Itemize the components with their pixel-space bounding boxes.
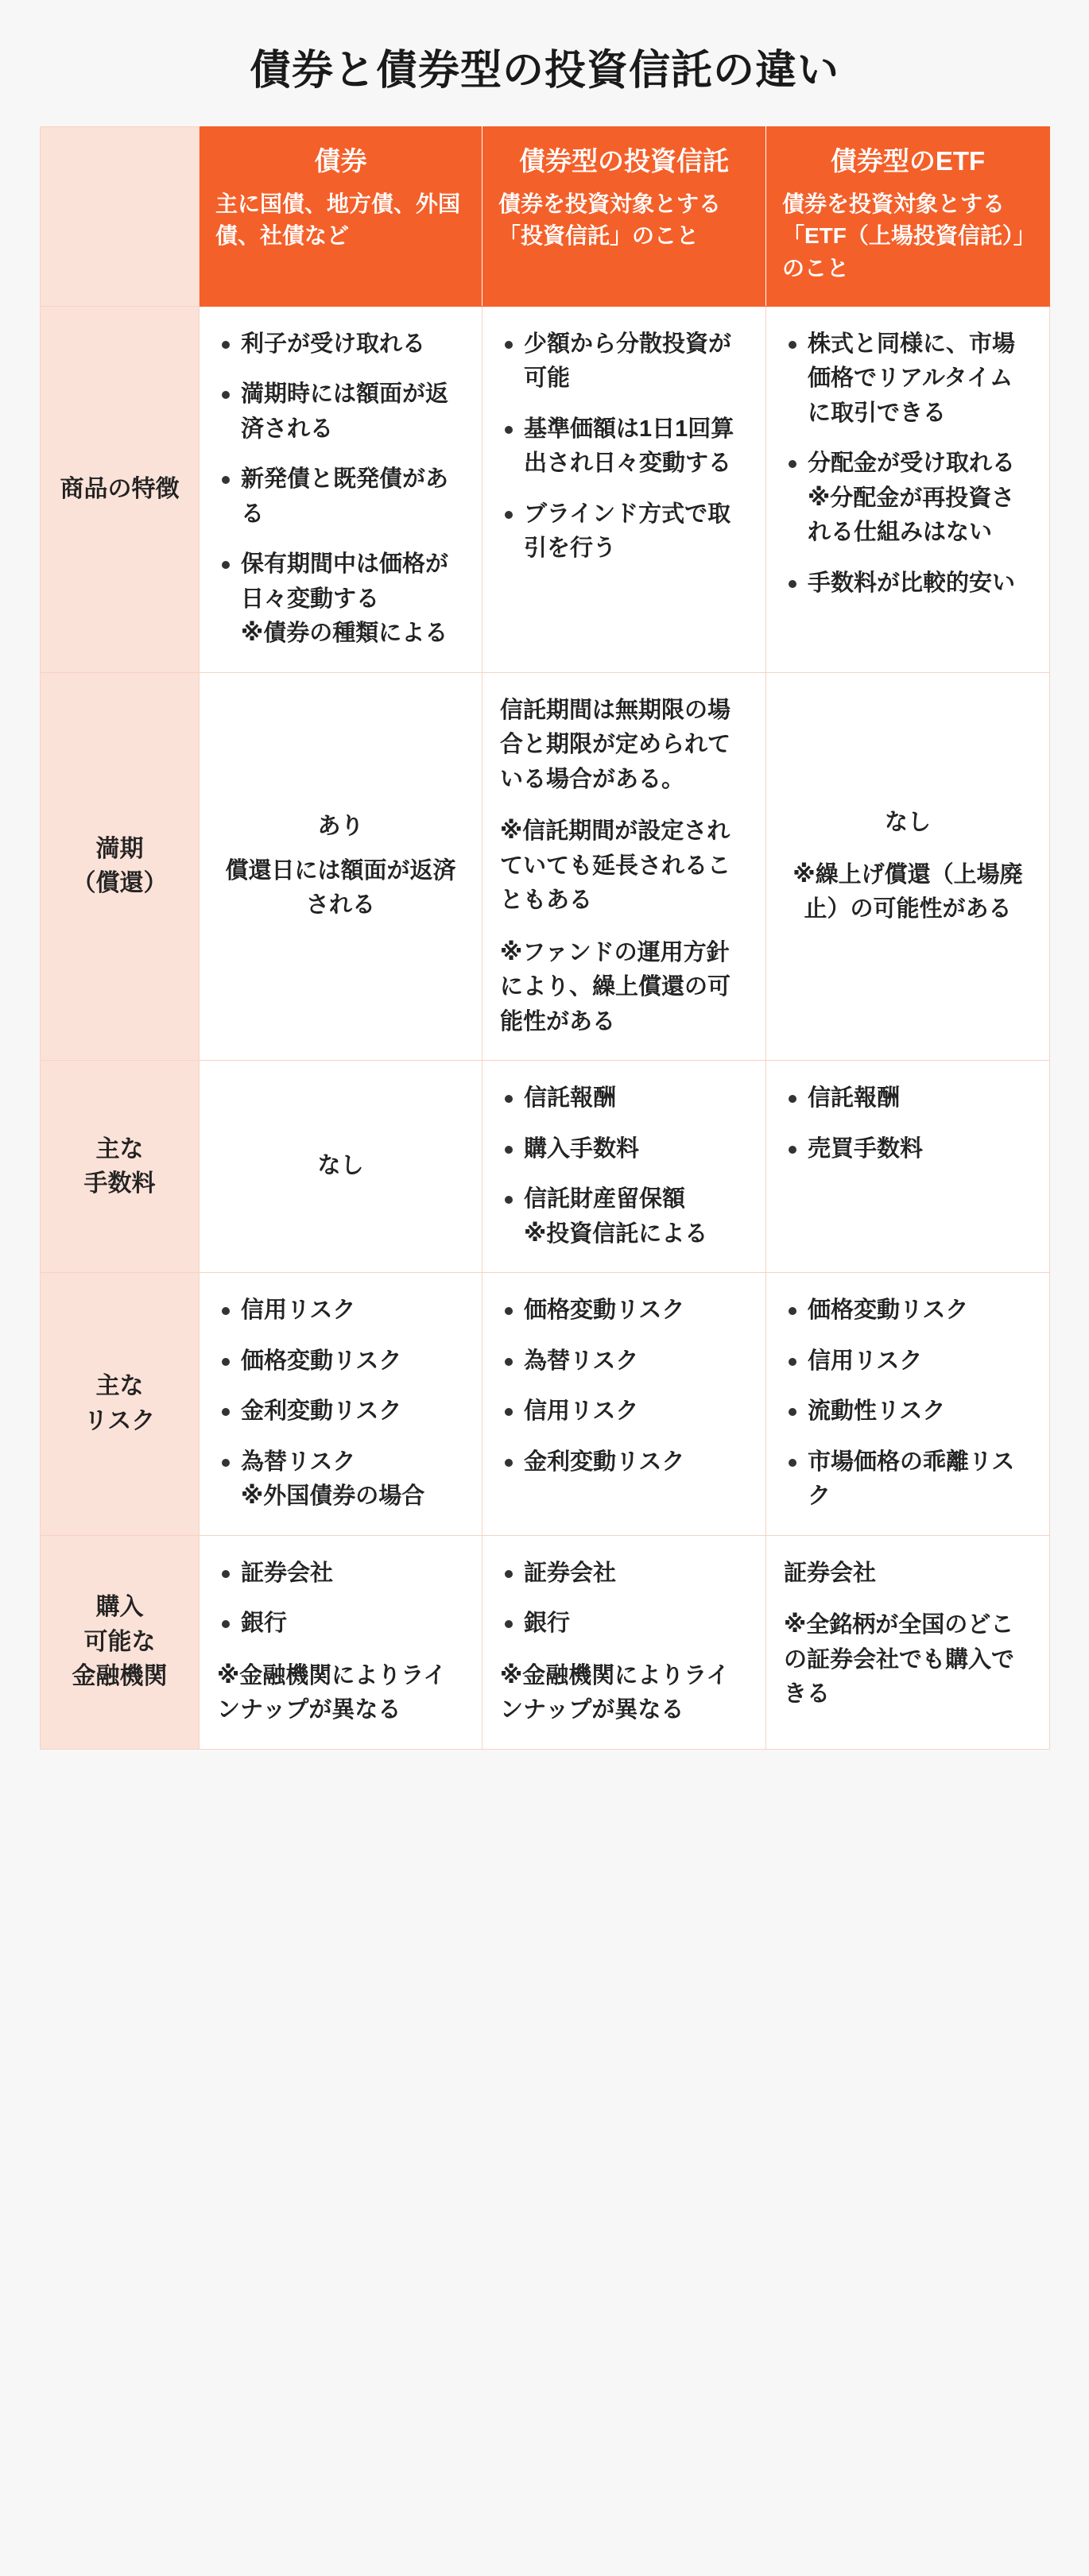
list-item: 信用リスク <box>500 1394 748 1429</box>
table-cell <box>200 306 482 672</box>
list-item: 証券会社 <box>500 1557 748 1592</box>
table-row <box>41 1061 1050 1273</box>
cell-note: ※外国債券の場合 <box>241 1483 425 1510</box>
list-item: 購入手数料 <box>500 1132 748 1167</box>
column-subtitle: 債券を投資対象とする「投資信託」のこと <box>498 191 722 249</box>
list-item: 流動性リスク <box>784 1394 1032 1429</box>
column-header-bond <box>200 127 482 307</box>
table-row <box>41 1273 1050 1536</box>
cell-note: ※分配金が再投資される仕組みはない <box>808 485 1015 546</box>
list-item: 保有期間中は価格が日々変動する ※債券の種類による <box>217 547 464 652</box>
table-row <box>41 1535 1050 1749</box>
row-header: 主な リスク <box>41 1273 200 1536</box>
table-cell <box>766 1273 1050 1536</box>
cell-note: ※債券の種類による <box>241 621 448 647</box>
list-item: 市場価格の乖離リスク <box>784 1445 1032 1514</box>
table-corner-cell <box>41 127 200 307</box>
list-item: 為替リスク <box>500 1344 748 1379</box>
list-item: 売買手数料 <box>784 1132 1032 1167</box>
column-header-bond-etf <box>766 127 1050 307</box>
table-cell <box>766 672 1050 1061</box>
bullet-list <box>500 1294 748 1479</box>
table-cell <box>482 1061 766 1273</box>
table-cell <box>200 1273 482 1536</box>
row-header: 満期 （償還） <box>41 672 200 1061</box>
cell-paragraph: ※ファンドの運用方針により、繰上償還の可能性がある <box>500 939 731 1035</box>
table-cell <box>482 1273 766 1536</box>
header-row <box>41 127 1050 307</box>
table-cell <box>200 672 482 1061</box>
list-item: 基準価額は1日1回算出され日々変動する <box>500 412 748 482</box>
comparison-table-wrapper <box>40 126 1049 1750</box>
list-item: 信託報酬 <box>500 1081 748 1116</box>
list-item: 新発債と既発債がある <box>217 462 464 532</box>
column-header-bond-fund <box>482 127 766 307</box>
list-item: 利子が受け取れる <box>217 327 464 362</box>
table-body <box>41 306 1050 1749</box>
list-item: ブラインド方式で取引を行う <box>500 497 748 567</box>
cell-note: ※投資信託による <box>524 1220 708 1247</box>
list-item: 証券会社 <box>217 1557 464 1592</box>
list-item: 満期時には額面が返済される <box>217 377 464 447</box>
cell-text: あり 償還日には額面が返済される <box>217 810 464 923</box>
table-cell <box>200 1061 482 1273</box>
cell-paragraph: ※信託期間が設定されていても延長されることもある <box>500 818 731 914</box>
bullet-list <box>500 1081 748 1251</box>
cell-note: ※金融機関によりラインナップが異なる <box>500 1662 730 1723</box>
bullet-list <box>217 1557 464 1642</box>
cell-subtext: 償還日には額面が返済される <box>225 857 456 919</box>
table-cell <box>200 1535 482 1749</box>
list-item: 価格変動リスク <box>217 1344 464 1379</box>
list-item: 株式と同様に、市場価格でリアルタイムに取引できる <box>784 327 1032 431</box>
cell-text: 証券会社 <box>784 1560 877 1586</box>
table-cell <box>482 672 766 1061</box>
list-item: 銀行 <box>217 1607 464 1642</box>
list-item: 金利変動リスク <box>500 1445 748 1480</box>
list-item: 価格変動リスク <box>500 1294 748 1329</box>
list-item: 分配金が受け取れる ※分配金が再投資される仕組みはない <box>784 447 1032 551</box>
table-cell <box>766 306 1050 672</box>
table-cell <box>482 306 766 672</box>
column-subtitle: 主に国債、地方債、外国債、社債など <box>215 191 461 249</box>
column-subtitle: 債券を投資対象とする「ETF（上場投資信託）」のこと <box>782 191 1025 281</box>
list-item: 金利変動リスク <box>217 1394 464 1429</box>
table-header <box>41 127 1050 307</box>
table-cell <box>482 1535 766 1749</box>
cell-text: なし <box>884 810 931 836</box>
table-row <box>41 306 1050 672</box>
cell-note: ※全銘柄が全国のどこの証券会社でも購入できる <box>784 1612 1015 1708</box>
cell-text: なし <box>317 1153 364 1179</box>
bullet-list <box>784 1294 1032 1514</box>
column-title: 債券型の投資信託 <box>519 146 729 176</box>
list-item: 信用リスク <box>217 1294 464 1329</box>
cell-note: ※繰上げ償還（上場廃止）の可能性がある <box>793 861 1023 922</box>
table-cell <box>766 1061 1050 1273</box>
bullet-list <box>500 1557 748 1642</box>
column-title: 債券 <box>314 146 367 176</box>
list-item: 銀行 <box>500 1607 748 1642</box>
list-item: 少額から分散投資が可能 <box>500 327 748 396</box>
list-item: 価格変動リスク <box>784 1294 1032 1329</box>
row-header: 購入 可能な 金融機関 <box>41 1535 200 1749</box>
list-item: 信託報酬 <box>784 1081 1032 1116</box>
column-title: 債券型のETF <box>830 146 986 176</box>
bullet-list <box>500 327 748 567</box>
bullet-list <box>217 327 464 652</box>
list-item: 信用リスク <box>784 1344 1032 1379</box>
bullet-list <box>784 327 1032 601</box>
row-header: 主な 手数料 <box>41 1061 200 1273</box>
cell-note: ※金融機関によりラインナップが異なる <box>217 1662 447 1723</box>
cell-paragraph: 信託期間は無期限の場合と期限が定められている場合がある。 <box>500 697 731 792</box>
list-item: 信託財産留保額 ※投資信託による <box>500 1182 748 1251</box>
row-header: 商品の特徴 <box>41 306 200 672</box>
page-title: 債券と債券型の投資信託の違い <box>249 48 839 94</box>
bullet-list <box>784 1081 1032 1166</box>
table-cell <box>766 1535 1050 1749</box>
bullet-list <box>217 1294 464 1514</box>
list-item: 手数料が比較的安い <box>784 567 1032 601</box>
comparison-table <box>40 126 1050 1750</box>
table-row <box>41 672 1050 1061</box>
list-item: 為替リスク ※外国債券の場合 <box>217 1445 464 1514</box>
